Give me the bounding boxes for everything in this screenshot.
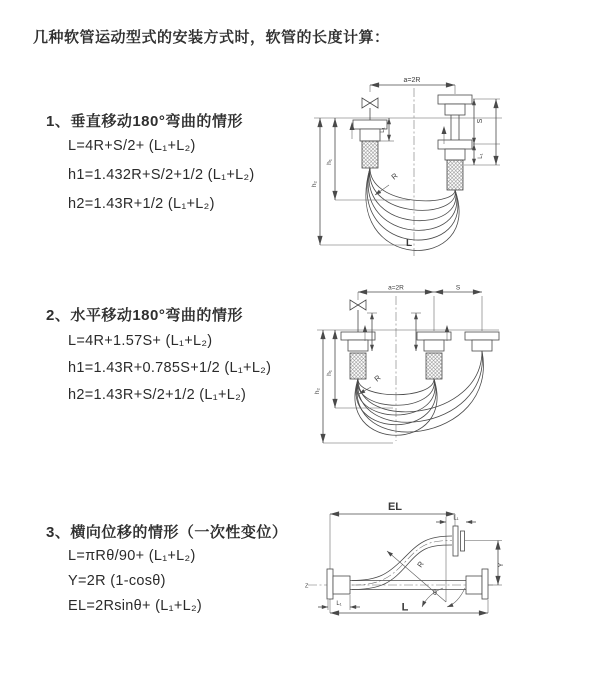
braid-section <box>447 160 463 190</box>
dim-h1-label: h₁ <box>326 159 333 165</box>
movement-arrow-up <box>445 325 449 332</box>
dim-h2-label: h₂ <box>311 180 318 188</box>
dim-l1-right-label: L₁ <box>478 153 484 159</box>
section1-formula-3: h2=1.43R+1/2 (L₁+L₂) <box>68 196 215 212</box>
diagram-horizontal-180-bend <box>313 283 548 448</box>
section2-heading: 2、水平移动180°弯曲的情形 <box>46 307 243 324</box>
page-title: 几种软管运动型式的安装方式时，软管的长度计算： <box>33 29 390 46</box>
section3-heading: 3、横向位移的情形（一次性变位） <box>46 524 288 541</box>
centerline-mark: Z <box>305 583 309 590</box>
section1-formula-1: L=4R+S/2+ (L₁+L₂) <box>68 138 196 154</box>
dim-theta-label: θ <box>433 590 437 597</box>
braid-section <box>362 141 378 168</box>
valve-icon <box>350 300 366 310</box>
dim-l-label: L <box>401 601 409 614</box>
dim-l-label: L <box>406 238 413 249</box>
dim-a2r-label: a=2R <box>403 77 421 84</box>
dim-r-label: R <box>415 559 426 570</box>
dim-l1-left-label: L₁ <box>336 601 342 607</box>
dim-el-label: EL <box>387 501 403 513</box>
section2-formula-1: L=4R+1.57S+ (L₁+L₂) <box>68 333 213 349</box>
dim-h1-label: h₁ <box>326 370 333 376</box>
dim-a2r-label: a=2R <box>388 284 404 292</box>
section2-formula-2: h1=1.43R+0.785S+1/2 (L₁+L₂) <box>68 360 272 376</box>
braid-section <box>426 353 442 379</box>
dim-r-label: R <box>389 171 400 182</box>
diagram-vertical-180-bend <box>310 68 550 263</box>
section1-heading: 1、垂直移动180°弯曲的情形 <box>46 113 243 130</box>
movement-arrow-up <box>363 325 367 332</box>
section1-formula-2: h1=1.432R+S/2+1/2 (L₁+L₂) <box>68 167 255 183</box>
dim-y-label: Y <box>498 562 505 568</box>
valve-icon <box>362 98 378 108</box>
diagram-lateral-displacement <box>300 495 580 630</box>
section3-formula-2: Y=2R (1-cosθ) <box>68 573 166 589</box>
braid-section <box>350 353 366 379</box>
dim-l1-top-label: L₁ <box>453 515 459 522</box>
section2-formula-3: h2=1.43R+S/2+1/2 (L₁+L₂) <box>68 387 247 403</box>
dim-h2-label: h₂ <box>314 387 321 395</box>
movement-arrow-up <box>442 126 447 134</box>
section3-formula-3: EL=2Rsinθ+ (L₁+L₂) <box>68 598 203 614</box>
dim-s-label: S <box>455 284 461 292</box>
section3-formula-1: L=πRθ/90+ (L₁+L₂) <box>68 548 196 564</box>
dim-r-label: R <box>372 373 383 384</box>
dim-l1-left-label: L₁ <box>380 127 386 133</box>
dim-s-label: S <box>477 118 484 124</box>
